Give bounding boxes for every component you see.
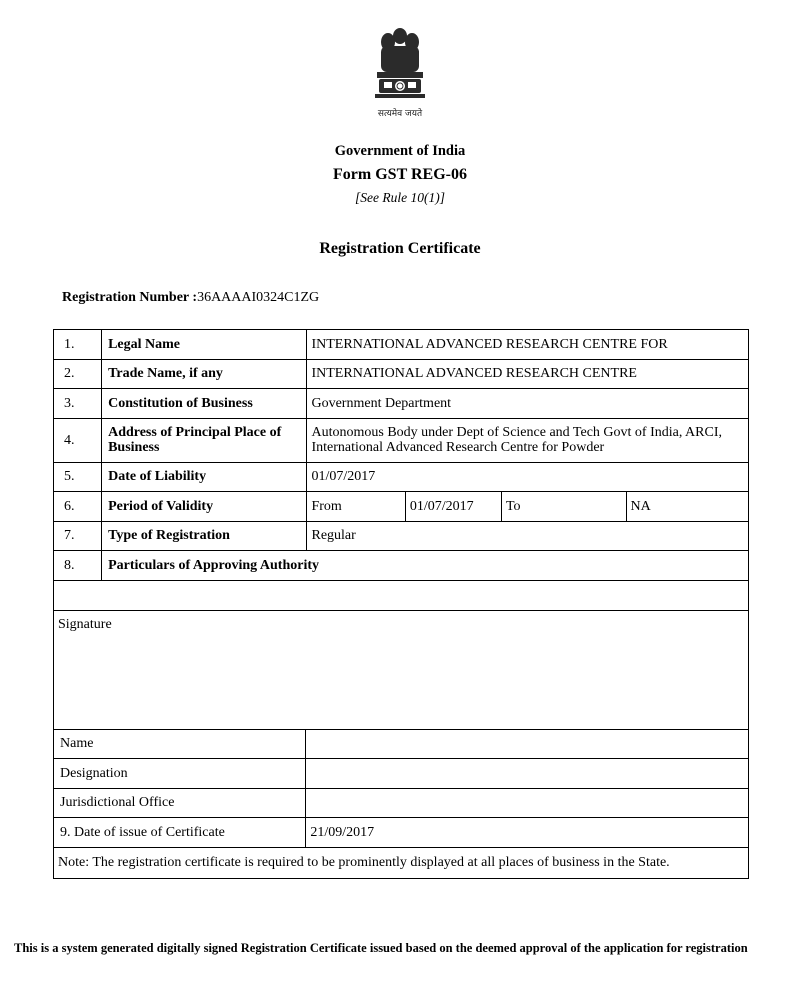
table-row [54,788,749,818]
row-label: Constitution of Business [102,389,307,419]
issue-date-label: 9. Date of issue of Certificate [54,818,306,848]
form-title: Form GST REG-06 [333,166,467,183]
jurisdictional-office-label: Jurisdictional Office [54,788,306,818]
blank-row [54,580,749,610]
table-row [54,551,749,581]
display-note: Note: The registration certificate is required to be prominently displayed at all places of business in the State. [54,847,749,878]
table-row [54,492,749,522]
row-label: Legal Name [102,330,307,360]
row-value: INTERNATIONAL ADVANCED RESEARCH CENTRE FOR [307,330,749,360]
signature-label: Signature [54,610,749,729]
row-number: 5. [54,462,102,492]
table-row [54,759,749,789]
row-label: Particulars of Approving Authority [102,551,749,581]
row-value: Government Department [307,389,749,419]
table-row [54,359,749,389]
row-number: 4. [54,418,102,462]
validity-from-label: From [307,492,405,522]
note-row [54,847,749,878]
blank-cell [54,580,749,610]
row-label: Address of Principal Place of Business [102,418,307,462]
row-label: Trade Name, if any [102,359,307,389]
validity-to-value: NA [626,492,748,522]
table-row [54,330,749,360]
row-value: 01/07/2017 [307,462,749,492]
name-value [306,729,749,759]
table-row [54,521,749,551]
row-value: Regular [307,521,749,551]
row-number: 3. [54,389,102,419]
signature-row [54,610,749,729]
validity-from-value: 01/07/2017 [405,492,501,522]
registration-number-label: Registration Number : [62,290,198,305]
table-row [54,818,749,848]
table-row [54,729,749,759]
rule-reference: [See Rule 10(1)] [355,190,445,205]
row-number: 2. [54,359,102,389]
table-row [54,462,749,492]
row-number: 6. [54,492,102,522]
row-number: 1. [54,330,102,360]
row-label: Type of Registration [102,521,307,551]
government-heading: Government of India [334,143,466,159]
certificate-title: Registration Certificate [319,240,481,257]
issue-date-value: 21/09/2017 [306,818,749,848]
row-number: 8. [54,551,102,581]
table-row [54,418,749,462]
emblem-motto: सत्यमेव जयते [377,109,423,119]
registration-number-line [62,290,319,306]
table-row [54,389,749,419]
validity-to-label: To [501,492,626,522]
designation-value [306,759,749,789]
row-label: Date of Liability [102,462,307,492]
row-value: Autonomous Body under Dept of Science and Tech Govt of India, ARCI, International Advanced Research Centre for Powder [307,418,749,462]
row-value: INTERNATIONAL ADVANCED RESEARCH CENTRE [307,359,749,389]
row-number: 7. [54,521,102,551]
national-emblem [369,24,431,122]
jurisdictional-office-value [306,788,749,818]
certificate-table [53,329,749,879]
row-label: Period of Validity [102,492,307,522]
system-generated-disclaimer: This is a system generated digitally signed Registration Certificate issued based on the deemed approval of the application for registration [14,941,748,955]
designation-label: Designation [54,759,306,789]
name-label: Name [54,729,306,759]
registration-number-value: 36AAAAI0324C1ZG [197,290,320,305]
